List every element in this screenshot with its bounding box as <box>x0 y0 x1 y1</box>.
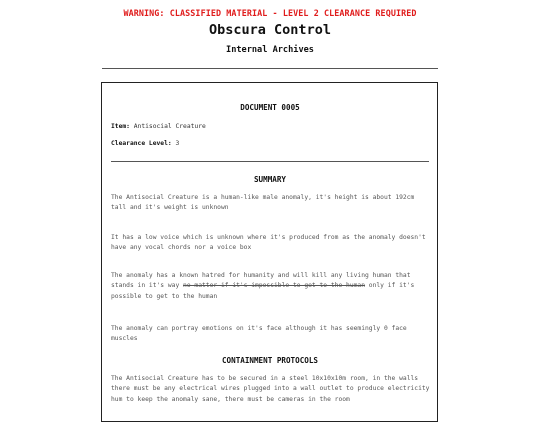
summary-paragraph-3 <box>111 271 433 302</box>
containment-paragraph: The Antisocial Creature has to be secured in a steel 10x10x10m room, in the walls there must be any electrical wires plugged into a wall outlet to produce electricity hum to keep the anomaly sane, there must be cameras in the room <box>111 375 430 403</box>
item-field <box>111 123 206 130</box>
summary-paragraph-3-after: only if it's possible to get to the human <box>111 282 415 300</box>
summary-paragraph-1: The Antisocial Creature is a human-like male anomaly, it's height is about 192cm tall and it's weight is unknown <box>111 194 415 212</box>
page-subtitle: Internal Archives <box>226 45 314 55</box>
summary-paragraph-3-before: The anomaly has a known hatred for humanity and will kill any living human that stands in it's way <box>111 272 411 290</box>
document-card <box>101 82 438 422</box>
summary-paragraph-2: It has a low voice which is unknown where it's produced from as the anomaly doesn't have any vocal chords nor a voice box <box>111 234 426 252</box>
clearance-field <box>111 140 179 147</box>
clearance-value: 3 <box>175 140 180 147</box>
document-divider <box>111 161 429 162</box>
clearance-label: Clearance Level: <box>111 140 172 147</box>
containment-heading: CONTAINMENT PROTOCOLS <box>221 356 318 365</box>
item-value: Antisocial Creature <box>133 123 206 130</box>
page-title: Obscura Control <box>209 22 331 38</box>
summary-paragraph-4: The anomaly can portray emotions on it's face although it has seemingly 0 face muscles <box>111 325 407 343</box>
item-label: Item: <box>111 123 130 130</box>
redacted-strikethrough-text: no matter if it's impossible to get to the human <box>183 282 366 290</box>
document-heading: DOCUMENT 0005 <box>240 103 300 112</box>
header-divider <box>102 68 438 69</box>
classified-warning: WARNING: CLASSIFIED MATERIAL - LEVEL 2 CLEARANCE REQUIRED <box>123 8 417 18</box>
summary-heading: SUMMARY <box>253 175 286 184</box>
